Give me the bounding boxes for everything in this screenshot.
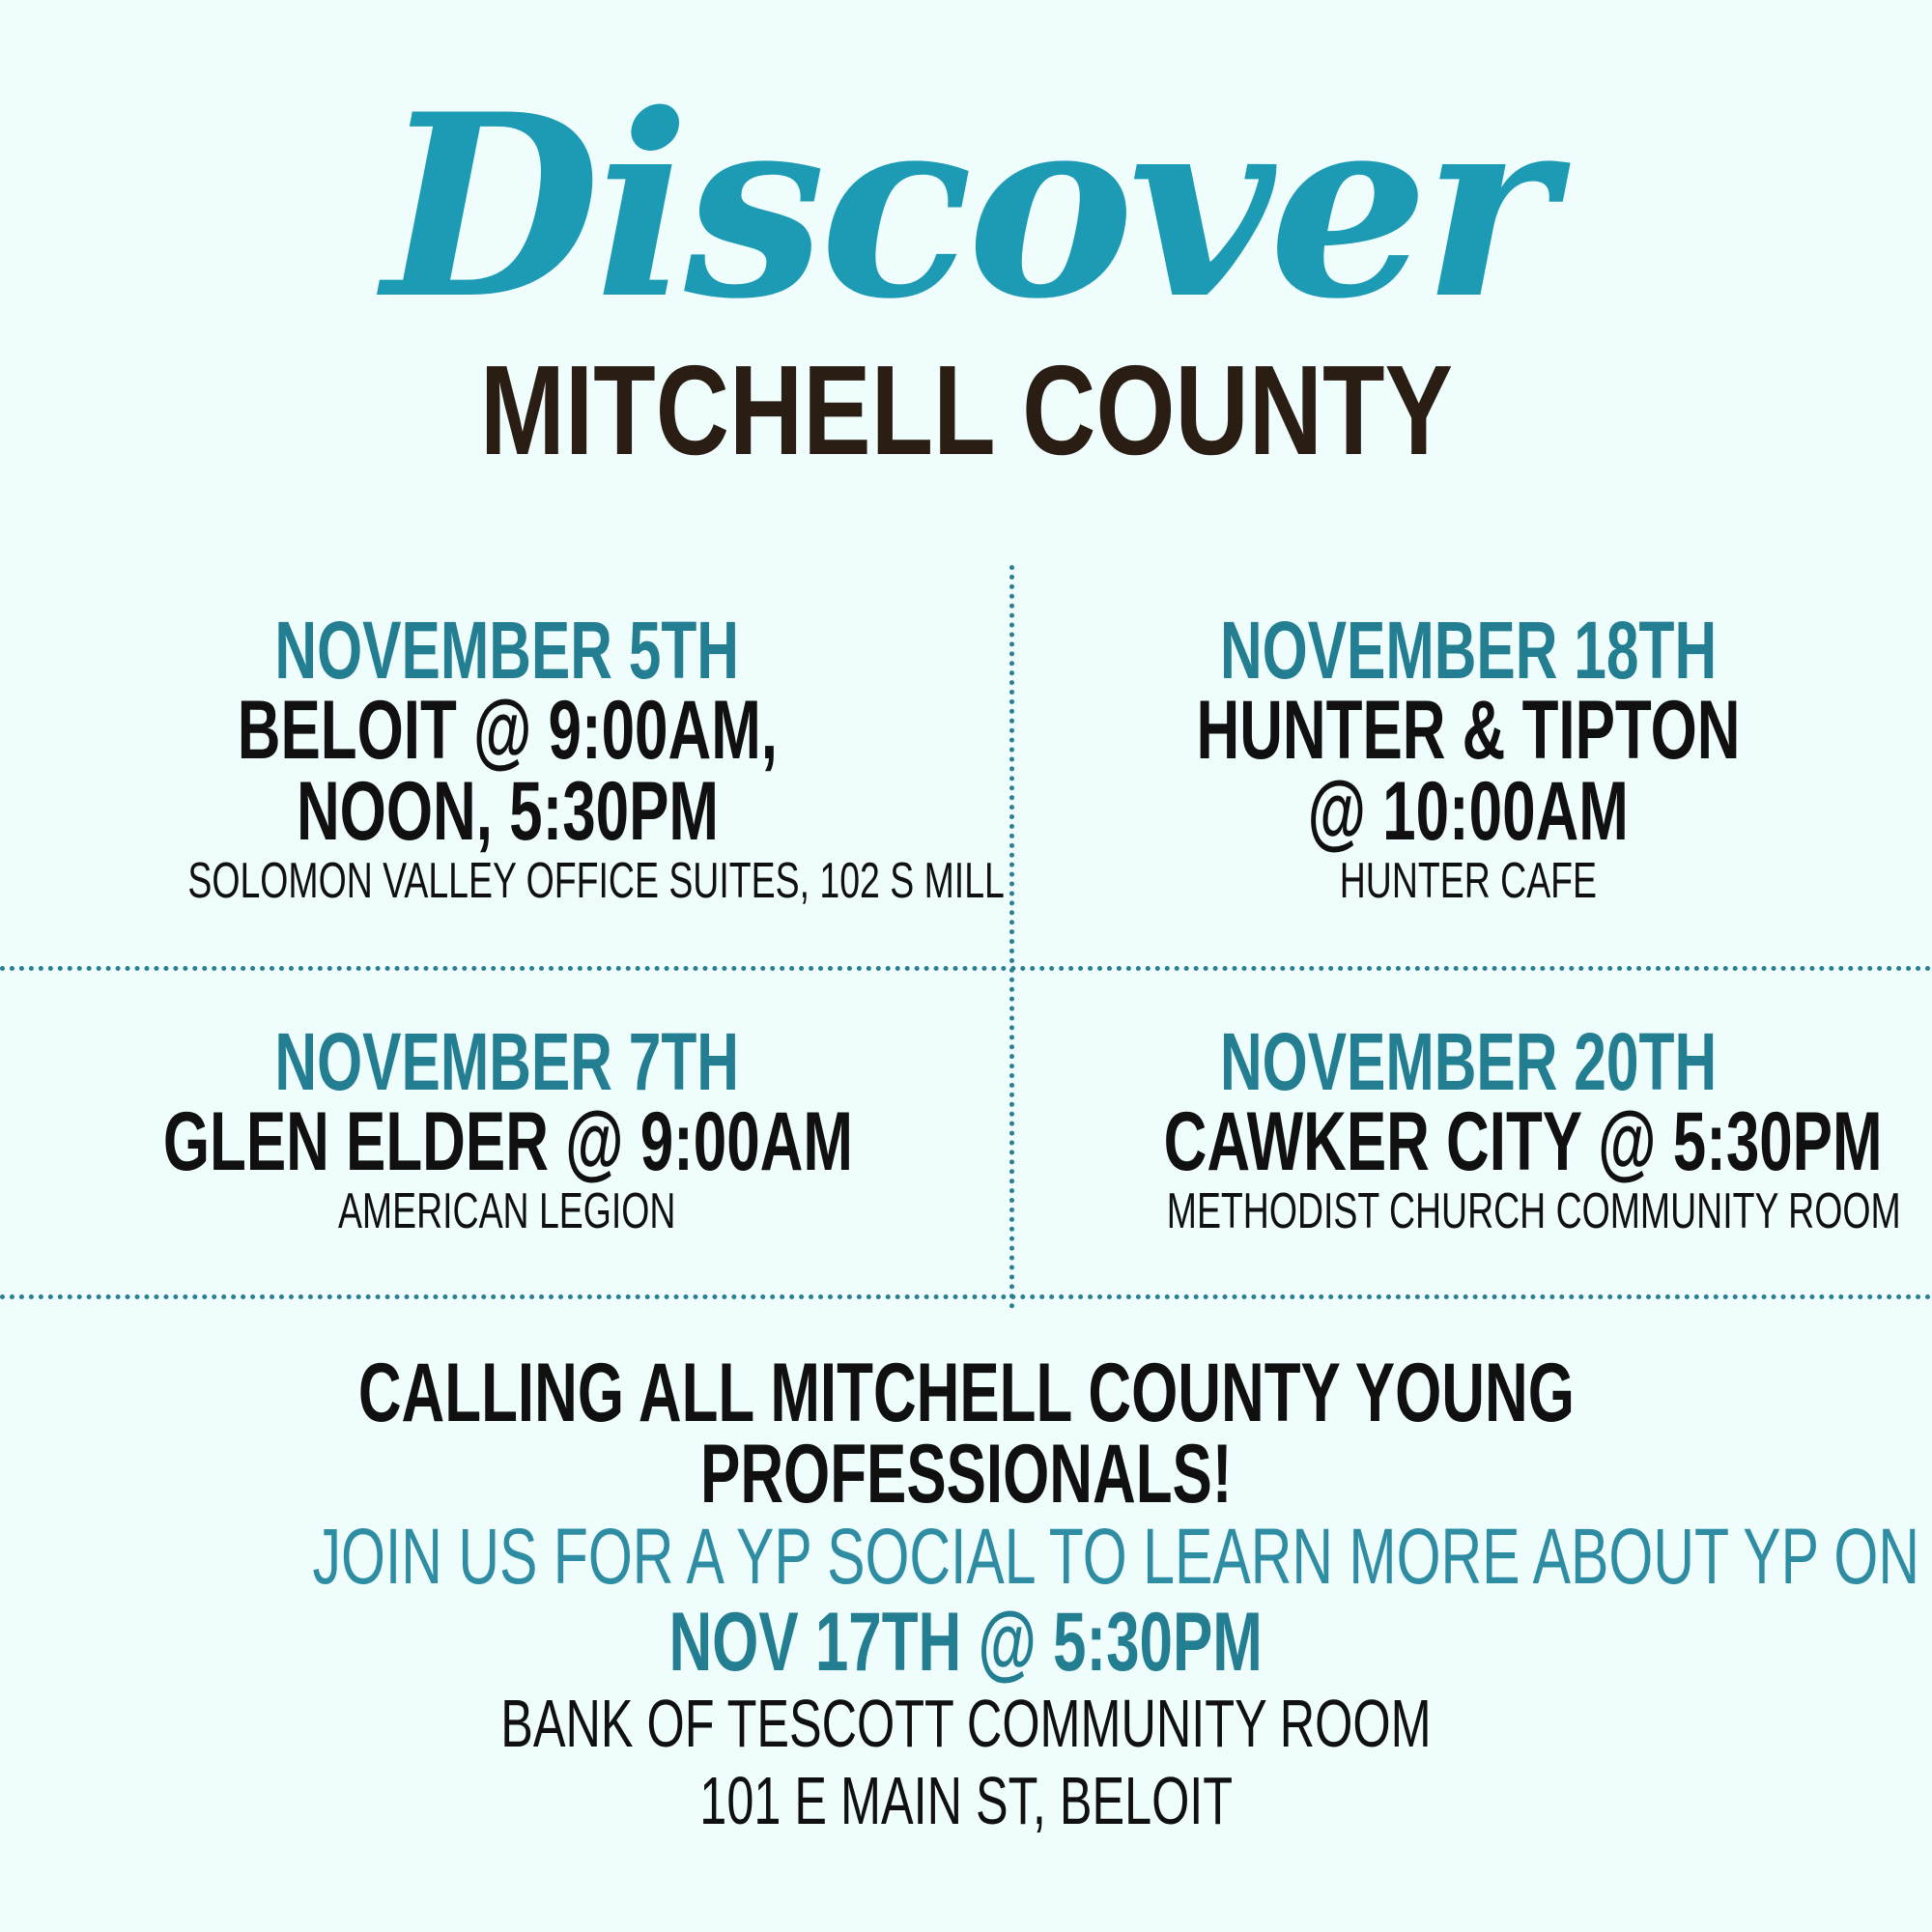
event-place (29, 765, 985, 858)
event-date (29, 1016, 985, 1107)
event-venue-text: SOLOMON VALLEY OFFICE SUITES, 102 S MILL (187, 853, 1005, 909)
yp-social-announcement (0, 1347, 1932, 1839)
announcement-datetime-text: NOV 17TH @ 5:30PM (668, 1596, 1264, 1689)
event-place-text: GLEN ELDER @ 9:00AM (162, 1095, 853, 1188)
event-date-text: NOVEMBER 5TH (274, 605, 740, 696)
event-venue-text: AMERICAN LEGION (338, 1183, 676, 1239)
event-venue-text: HUNTER CAFE (1339, 853, 1598, 909)
announcement-venue (0, 1685, 1932, 1762)
event-place (1024, 684, 1913, 777)
event-place (29, 1095, 985, 1188)
announcement-venue-text: BANK OF TESCOTT COMMUNITY ROOM (500, 1686, 1432, 1761)
event-date (1024, 1016, 1913, 1107)
event-cell-nov-7 (29, 1016, 985, 1240)
event-place-text: BELOIT @ 9:00AM, (237, 684, 778, 777)
event-place-text: NOON, 5:30PM (296, 765, 719, 858)
event-place-text: @ 10:00AM (1307, 765, 1630, 858)
event-date-text: NOVEMBER 18TH (1219, 605, 1718, 696)
event-place-text: HUNTER & TIPTON (1196, 684, 1741, 777)
event-venue (29, 852, 1005, 910)
announcement-address-text: 101 E MAIN ST, BELOIT (699, 1763, 1233, 1838)
mitchell-county-title-text: MITCHELL COUNTY (479, 339, 1453, 481)
event-venue (1024, 1182, 1913, 1240)
announcement-headline (0, 1347, 1932, 1439)
event-place (29, 684, 985, 777)
event-venue (1024, 852, 1913, 910)
announcement-headline (0, 1428, 1932, 1520)
event-place (1024, 1095, 1913, 1188)
event-date-text: NOVEMBER 7TH (274, 1016, 740, 1107)
announcement-datetime (0, 1596, 1932, 1689)
horizontal-divider-bottom (0, 1294, 1932, 1299)
discover-script-title: Discover (383, 60, 1549, 355)
announcement-invite-text: JOIN US FOR A YP SOCIAL TO LEARN MORE ABOUT YP ON (312, 1513, 1919, 1601)
mitchell-county-title (0, 338, 1932, 483)
event-venue-text: METHODIST CHURCH COMMUNITY ROOM (1166, 1183, 1901, 1239)
announcement-headline-text: CALLING ALL MITCHELL COUNTY YOUNG (357, 1347, 1575, 1439)
event-place-text: CAWKER CITY @ 5:30PM (1163, 1095, 1883, 1188)
event-date-text: NOVEMBER 20TH (1219, 1016, 1718, 1107)
vertical-divider (1009, 565, 1014, 1309)
event-cell-nov-18 (1024, 605, 1913, 910)
announcement-address (0, 1762, 1932, 1839)
announcement-invite (0, 1515, 1932, 1600)
event-date (1024, 605, 1913, 696)
event-place (1024, 765, 1913, 858)
announcement-headline-text: PROFESSIONALS! (699, 1428, 1233, 1520)
event-date (29, 605, 985, 696)
horizontal-divider-middle (0, 966, 1932, 971)
event-cell-nov-20 (1024, 1016, 1913, 1240)
event-venue (29, 1182, 985, 1240)
event-cell-nov-5 (29, 605, 1005, 910)
